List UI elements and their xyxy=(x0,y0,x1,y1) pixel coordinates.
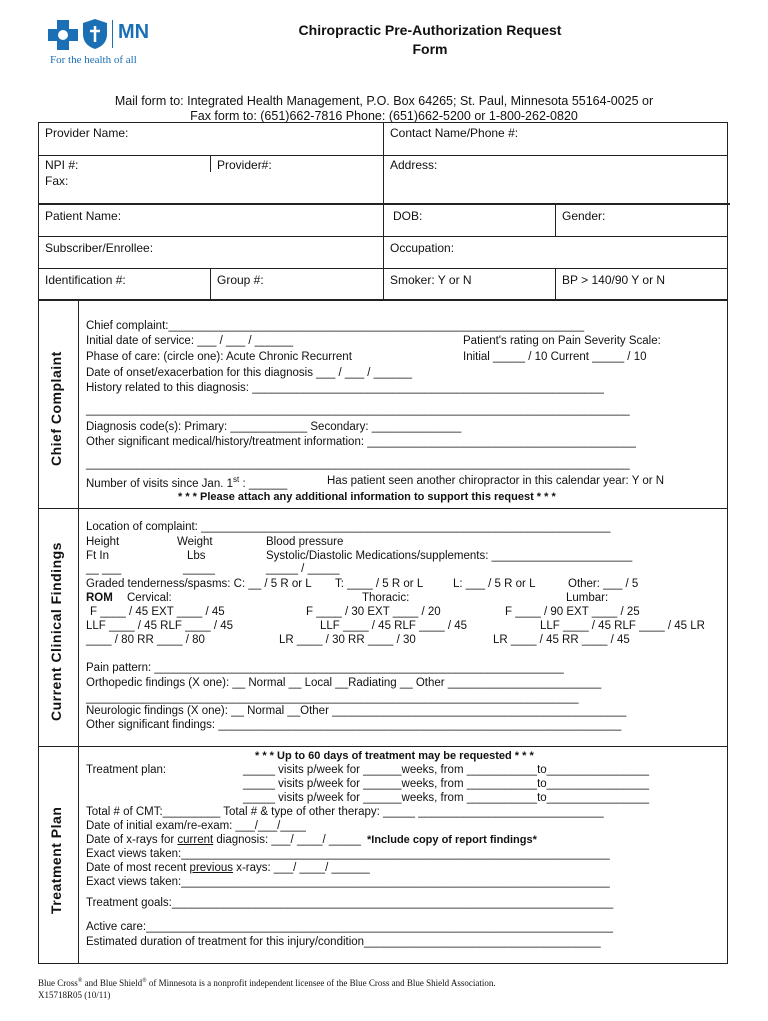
bp-blanks: _____ / _____ xyxy=(266,563,340,575)
cervical-rom-3: ____ / 80 RR ____ / 80 xyxy=(86,634,205,646)
graded-other: Other: ___ / 5 xyxy=(568,578,639,590)
identification-label: Identification #: xyxy=(45,273,126,287)
provider-name-label: Provider Name: xyxy=(45,126,129,140)
patient-vline xyxy=(383,204,384,300)
lumbar-rom-2: LLF ____ / 45 RLF ____ / 45 LR xyxy=(540,620,705,632)
dob-label: DOB: xyxy=(393,209,423,223)
npi-vline xyxy=(210,155,211,172)
contact-label: Contact Name/Phone #: xyxy=(390,126,519,140)
side-label-vline xyxy=(78,300,79,964)
history-line: History related to this diagnosis: _______________________________________________________ xyxy=(86,382,604,394)
clinical-findings-heading: Current Clinical Findings xyxy=(48,542,64,721)
provider-number-label: Provider#: xyxy=(217,158,272,172)
visits-since-jan-line: Number of visits since Jan. 1st : ______ xyxy=(86,475,288,490)
logo-tagline: For the health of all xyxy=(50,54,137,66)
chief-complaint-heading: Chief Complaint xyxy=(48,351,64,466)
thoracic-rom-3: LR ____ / 30 RR ____ / 30 xyxy=(279,634,416,646)
xray-date-line: Date of x-rays for current diagnosis: ___/ ____/ _____ xyxy=(86,834,361,846)
diagnosis-codes-line: Diagnosis code(s): Primary: ____________ Secondary: ______________ xyxy=(86,421,462,433)
initial-date-line: Initial date of service: ___ / ___ / ______ xyxy=(86,335,294,347)
gender-label: Gender: xyxy=(562,209,606,223)
total-cmt-line: Total # of CMT:_________ Total # & type of other therapy: _____ _____________________________ xyxy=(86,806,604,818)
cervical-rom-2: LLF ____ / 45 RLF ____ / 45 xyxy=(86,620,234,632)
visits-line-1: _____ visits p/week for ______weeks, from ___________to________________ xyxy=(243,764,650,776)
location-line: Location of complaint: ________________________________________________________________ xyxy=(86,521,611,533)
cervical-label: Cervical: xyxy=(127,592,172,604)
medications-line: Systolic/Diastolic Medications/supplements: ______________________ xyxy=(266,550,633,562)
visits-line-2: _____ visits p/week for ______weeks, from ___________to________________ xyxy=(243,778,650,790)
pain-pattern-line: Pain pattern: ________________________________________________________________ xyxy=(86,662,564,674)
patient-name-label: Patient Name: xyxy=(45,209,122,223)
form-code: X15718R05 (10/11) xyxy=(38,990,111,1000)
neurologic-line: Neurologic findings (X one): __ Normal __Other ______________________________________________ xyxy=(86,705,627,717)
logo-brand: MN xyxy=(118,21,150,43)
attach-info-note: * * * Please attach any additional information to support this request * * * xyxy=(178,491,556,503)
onset-date-line: Date of onset/exacerbation for this diagnosis ___ / ___ / ______ xyxy=(86,367,413,379)
chief-complaint-line: Chief complaint:_________________________________________________________________ xyxy=(86,320,585,332)
orthopedic-line: Orthopedic findings (X one): __ Normal __ Local __Radiating __ Other ________________________ xyxy=(86,677,602,689)
other-medical-line: Other significant medical/history/treatment information: __________________________________________ xyxy=(86,436,636,448)
graded-thoracic: T: ____ / 5 R or L xyxy=(335,578,424,590)
lumbar-rom-1: F ____ / 90 EXT ____ / 25 xyxy=(505,606,640,618)
subscriber-label: Subscriber/Enrollee: xyxy=(45,241,154,255)
group-vline xyxy=(210,268,211,300)
lumbar-label: Lumbar: xyxy=(566,592,609,604)
phase-of-care-line: Phase of care: (circle one): Acute Chronic Recurrent xyxy=(86,351,352,363)
thoracic-rom-1: F ____ / 30 EXT ____ / 20 xyxy=(306,606,441,618)
other-findings-line: Other significant findings: _______________________________________________________________ xyxy=(86,719,622,731)
estimated-duration-line: Estimated duration of treatment for this injury/condition_____________________________________ xyxy=(86,936,601,948)
orthopedic-blank-line: _____________________________________________________________________________ xyxy=(86,692,579,704)
bp-label: BP > 140/90 Y or N xyxy=(562,273,666,287)
exact-views-line-2: Exact views taken:___________________________________________________________________ xyxy=(86,876,610,888)
weight-label: Weight xyxy=(177,536,213,548)
form-title xyxy=(290,22,570,57)
graded-cervical: Graded tenderness/spasms: C: __ / 5 R or L xyxy=(86,578,312,590)
smoker-label: Smoker: Y or N xyxy=(390,273,472,287)
treatment-plan-label: Treatment plan: xyxy=(86,764,167,776)
treatment-header-note: * * * Up to 60 days of treatment may be requested * * * xyxy=(255,750,534,762)
treatment-goals-line: Treatment goals:_____________________________________________________________________ xyxy=(86,897,614,909)
other-medical-blank-line: _____________________________________________________________________________________ xyxy=(86,458,630,470)
include-report-note: *Include copy of report findings* xyxy=(367,834,537,846)
cervical-rom-1: F ____ / 45 EXT ____ / 45 xyxy=(90,606,225,618)
fax-label: Fax: xyxy=(45,174,69,188)
logo-divider xyxy=(112,20,113,48)
blood-pressure-label: Blood pressure xyxy=(266,536,344,548)
gender-vline xyxy=(555,204,556,236)
patient-top-thick xyxy=(383,203,730,205)
bp-vline xyxy=(555,268,556,300)
visits-line-3: _____ visits p/week for ______weeks, from ___________to________________ xyxy=(243,792,650,804)
rom-label: ROM xyxy=(86,592,113,604)
logo xyxy=(48,18,158,68)
group-label: Group #: xyxy=(217,273,264,287)
lumbar-rom-3: LR ____ / 45 RR ____ / 45 xyxy=(493,634,630,646)
weight-blanks: _____ xyxy=(183,563,215,575)
previous-xray-line: Date of most recent previous x-rays: ___/ ____/ ______ xyxy=(86,862,370,874)
active-care-line: Active care:_________________________________________________________________________ xyxy=(86,921,613,933)
form-title-line2: Form xyxy=(412,41,448,57)
footer-disclaimer: Blue Cross® and Blue Shield® of Minnesota is a nonprofit independent licensee of the Blue Cross and Blue Shield Association. xyxy=(38,978,496,988)
chief-divider xyxy=(38,508,728,509)
another-chiropractor-line: Has patient seen another chiropractor in this calendar year: Y or N xyxy=(327,475,665,487)
blue-cross-icon xyxy=(48,20,78,50)
treatment-plan-heading: Treatment Plan xyxy=(48,806,64,914)
height-blanks: __ ___ xyxy=(86,563,122,575)
clinical-divider xyxy=(38,746,728,747)
provider-sub-divider xyxy=(383,155,728,156)
blue-shield-icon xyxy=(82,18,108,50)
height-label: Height xyxy=(86,536,120,548)
address-label: Address: xyxy=(390,158,438,172)
initial-exam-line: Date of initial exam/re-exam: ___/___/____ xyxy=(86,820,306,832)
pain-scale-label: Patient's rating on Pain Severity Scale: xyxy=(463,335,661,347)
pain-scale-values: Initial _____ / 10 Current _____ / 10 xyxy=(463,351,647,363)
form-title-line1: Chiropractic Pre-Authorization Request xyxy=(298,22,562,38)
thoracic-label: Thoracic: xyxy=(362,592,410,604)
npi-label: NPI #: xyxy=(45,158,79,172)
history-blank-line: _____________________________________________________________________________________ xyxy=(86,404,630,416)
lbs-label: Lbs xyxy=(187,550,206,562)
fax-instructions: Fax form to: (651)662-7816 Phone: (651)662-5200 or 1-800-262-0820 xyxy=(190,109,578,123)
occupation-label: Occupation: xyxy=(390,241,455,255)
graded-lumbar: L: ___ / 5 R or L xyxy=(453,578,536,590)
mail-instructions: Mail form to: Integrated Health Management, P.O. Box 64265; St. Paul, Minnesota 55164-0025 or xyxy=(114,94,654,108)
thoracic-rom-2: LLF ____ / 45 RLF ____ / 45 xyxy=(320,620,468,632)
exact-views-line-1: Exact views taken:___________________________________________________________________ xyxy=(86,848,610,860)
ft-in-label: Ft In xyxy=(86,550,110,562)
provider-vline xyxy=(383,122,384,204)
